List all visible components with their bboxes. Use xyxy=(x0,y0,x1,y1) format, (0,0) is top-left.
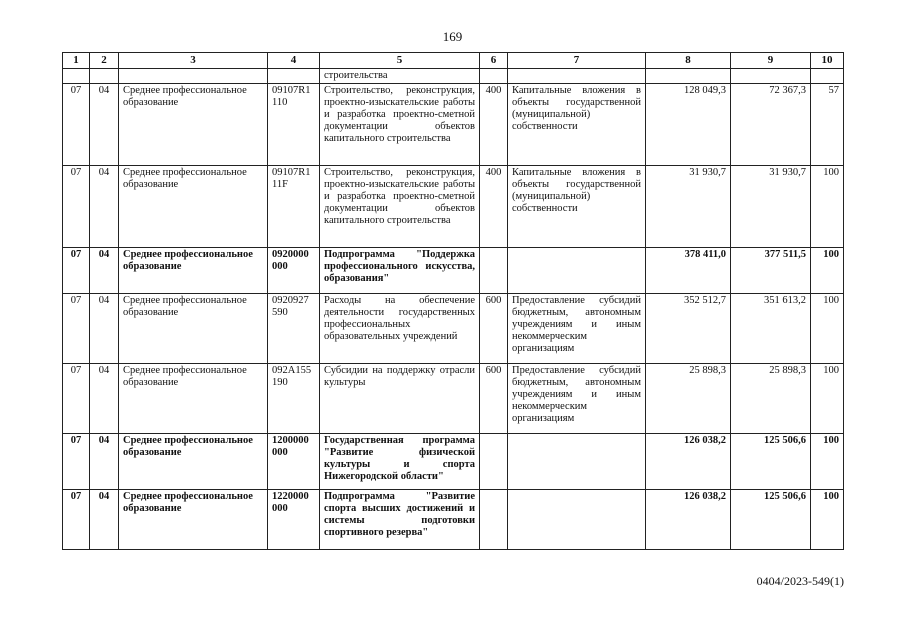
expense-type-name-cell: Предоставление субсидий бюджетным, автономным учреждениям и иным некоммерческим организациям xyxy=(508,294,646,364)
amount-planned-cell: 378 411,0 xyxy=(646,248,731,294)
amount-planned-cell: 128 049,3 xyxy=(646,84,731,166)
amount-planned-cell xyxy=(646,69,731,84)
description-cell: Субсидии на поддержку отрасли культуры xyxy=(320,364,480,434)
header-cell: 3 xyxy=(119,53,268,69)
expense-type-cell xyxy=(480,434,508,490)
description-cell: строительства xyxy=(320,69,480,84)
amount-planned-cell: 126 038,2 xyxy=(646,490,731,550)
subsection-cell: 04 xyxy=(90,248,119,294)
percent-cell: 100 xyxy=(811,364,844,434)
expense-type-cell: 400 xyxy=(480,166,508,248)
expense-type-cell: 400 xyxy=(480,84,508,166)
expense-type-name-cell: Капитальные вложения в объекты государственной (муниципальной) собственности xyxy=(508,166,646,248)
amount-planned-cell: 126 038,2 xyxy=(646,434,731,490)
amount-actual-cell: 125 506,6 xyxy=(731,490,811,550)
target-code-cell: 09107R1 11F xyxy=(268,166,320,248)
description-cell: Строительство, реконструкция, проектно-изыскательские работы и разработка проектно-сметной документации объектов капитального строительства xyxy=(320,84,480,166)
target-code-cell: 09107R1 110 xyxy=(268,84,320,166)
document-reference: 0404/2023-549(1) xyxy=(756,574,844,588)
subsection-cell: 04 xyxy=(90,490,119,550)
name-cell: Среднее профессиональное образование xyxy=(119,248,268,294)
name-cell: Среднее профессиональное образование xyxy=(119,84,268,166)
subsection-cell: 04 xyxy=(90,166,119,248)
amount-actual-cell: 25 898,3 xyxy=(731,364,811,434)
target-code-cell: 1200000 000 xyxy=(268,434,320,490)
section-cell: 07 xyxy=(63,84,90,166)
amount-actual-cell: 125 506,6 xyxy=(731,434,811,490)
amount-actual-cell: 351 613,2 xyxy=(731,294,811,364)
table-row xyxy=(63,69,844,84)
subsection-cell: 04 xyxy=(90,84,119,166)
description-cell: Подпрограмма "Развитие спорта высших достижений и системы подготовки спортивного резерва" xyxy=(320,490,480,550)
expense-type-cell: 600 xyxy=(480,364,508,434)
subsection-cell: 04 xyxy=(90,364,119,434)
description-cell: Строительство, реконструкция, проектно-изыскательские работы и разработка проектно-сметной документации объектов капитального строительства xyxy=(320,166,480,248)
amount-actual-cell xyxy=(731,69,811,84)
expense-type-cell: 600 xyxy=(480,294,508,364)
subsection-cell: 04 xyxy=(90,294,119,364)
header-row xyxy=(63,53,844,69)
section-cell: 07 xyxy=(63,248,90,294)
percent-cell: 100 xyxy=(811,166,844,248)
expense-type-name-cell xyxy=(508,248,646,294)
header-cell: 7 xyxy=(508,53,646,69)
subsection-cell xyxy=(90,69,119,84)
expense-type-name-cell xyxy=(508,69,646,84)
table-row xyxy=(63,364,844,434)
name-cell: Среднее профессиональное образование xyxy=(119,434,268,490)
target-code-cell: 092А155 190 xyxy=(268,364,320,434)
percent-cell: 100 xyxy=(811,294,844,364)
table-row xyxy=(63,490,844,550)
name-cell: Среднее профессиональное образование xyxy=(119,294,268,364)
percent-cell xyxy=(811,69,844,84)
target-code-cell: 1220000 000 xyxy=(268,490,320,550)
section-cell: 07 xyxy=(63,166,90,248)
section-cell xyxy=(63,69,90,84)
expense-type-name-cell: Предоставление субсидий бюджетным, автономным учреждениям и иным некоммерческим организациям xyxy=(508,364,646,434)
amount-actual-cell: 377 511,5 xyxy=(731,248,811,294)
percent-cell: 100 xyxy=(811,248,844,294)
table-row xyxy=(63,84,844,166)
header-cell: 6 xyxy=(480,53,508,69)
target-code-cell: 0920927 590 xyxy=(268,294,320,364)
amount-actual-cell: 31 930,7 xyxy=(731,166,811,248)
amount-actual-cell: 72 367,3 xyxy=(731,84,811,166)
name-cell: Среднее профессиональное образование xyxy=(119,364,268,434)
expense-type-cell xyxy=(480,248,508,294)
header-cell: 1 xyxy=(63,53,90,69)
budget-table xyxy=(62,52,844,550)
amount-planned-cell: 352 512,7 xyxy=(646,294,731,364)
subsection-cell: 04 xyxy=(90,434,119,490)
section-cell: 07 xyxy=(63,364,90,434)
target-code-cell: 0920000 000 xyxy=(268,248,320,294)
expense-type-name-cell xyxy=(508,434,646,490)
table-row xyxy=(63,248,844,294)
header-cell: 2 xyxy=(90,53,119,69)
description-cell: Государственная программа "Развитие физической культуры и спорта Нижегородской области" xyxy=(320,434,480,490)
percent-cell: 100 xyxy=(811,490,844,550)
description-cell: Подпрограмма "Поддержка профессионального искусства, образования" xyxy=(320,248,480,294)
expense-type-cell xyxy=(480,69,508,84)
table-row xyxy=(63,166,844,248)
amount-planned-cell: 25 898,3 xyxy=(646,364,731,434)
section-cell: 07 xyxy=(63,434,90,490)
percent-cell: 100 xyxy=(811,434,844,490)
target-code-cell xyxy=(268,69,320,84)
header-cell: 5 xyxy=(320,53,480,69)
table-row xyxy=(63,294,844,364)
section-cell: 07 xyxy=(63,490,90,550)
table-body xyxy=(63,69,844,550)
description-cell: Расходы на обеспечение деятельности государственных профессиональных образовательных учреждений xyxy=(320,294,480,364)
page-number: 169 xyxy=(442,29,463,44)
percent-cell: 57 xyxy=(811,84,844,166)
header-cell: 10 xyxy=(811,53,844,69)
header-cell: 4 xyxy=(268,53,320,69)
section-cell: 07 xyxy=(63,294,90,364)
expense-type-name-cell: Капитальные вложения в объекты государственной (муниципальной) собственности xyxy=(508,84,646,166)
name-cell: Среднее профессиональное образование xyxy=(119,490,268,550)
expense-type-name-cell xyxy=(508,490,646,550)
expense-type-cell xyxy=(480,490,508,550)
header-cell: 8 xyxy=(646,53,731,69)
table-row xyxy=(63,434,844,490)
name-cell xyxy=(119,69,268,84)
amount-planned-cell: 31 930,7 xyxy=(646,166,731,248)
header-cell: 9 xyxy=(731,53,811,69)
name-cell: Среднее профессиональное образование xyxy=(119,166,268,248)
